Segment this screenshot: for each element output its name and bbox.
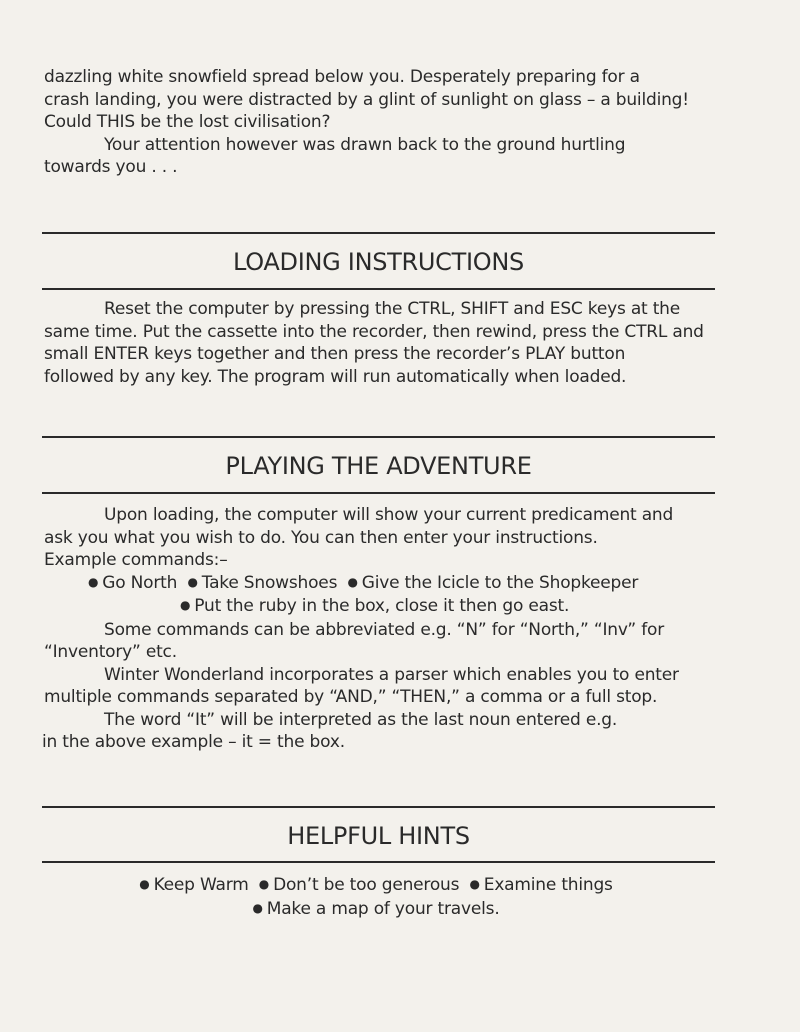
section-divider (42, 806, 715, 808)
loading-line: Reset the computer by pressing the CTRL, SHIFT and ESC keys at the (104, 299, 681, 319)
playing-line: Example commands:– (44, 550, 228, 570)
loading-line: small ENTER keys together and then press the recorder’s PLAY button (44, 344, 626, 364)
hints-row (42, 898, 715, 922)
intro-line: towards you . . . (44, 157, 178, 177)
playing-line: ask you what you wish to do. You can then enter your instructions. (44, 527, 598, 548)
loading-heading: LOADING INSTRUCTIONS (233, 248, 524, 276)
section-divider (42, 861, 715, 863)
hints-list (42, 874, 715, 921)
hint-item: ● Don’t be too generous (259, 875, 459, 895)
playing-paragraph (44, 504, 724, 754)
loading-line: same time. Put the cassette into the recorder, then rewind, press the CTRL and (44, 321, 704, 342)
section-divider (42, 232, 715, 234)
hints-row (42, 874, 715, 898)
playing-line: in the above example – it = the box. (42, 732, 345, 752)
loading-line: followed by any key. The program will run automatically when loaded. (44, 366, 627, 387)
section-divider (42, 436, 715, 438)
playing-line: Winter Wonderland incorporates a parser which enables you to enter (104, 664, 679, 685)
intro-line: dazzling white snowfield spread below you. Desperately preparing for a (44, 67, 640, 87)
intro-line: crash landing, you were distracted by a glint of sunlight on glass – a building! (44, 89, 689, 110)
playing-line: multiple commands separated by “AND,” “THEN,” a comma or a full stop. (44, 687, 658, 707)
example-commands-row (44, 595, 724, 619)
hints-heading: HELPFUL HINTS (287, 822, 470, 850)
hint-item: ● Examine things (470, 875, 613, 895)
playing-line: “Inventory” etc. (44, 642, 177, 662)
intro-line: Could THIS be the lost civilisation? (44, 112, 331, 132)
playing-line: Upon loading, the computer will show your current predicament and (104, 505, 674, 525)
playing-line: The word “It” will be interpreted as the last noun entered e.g. (104, 709, 618, 730)
example-command: ● Put the ruby in the box, close it then go east. (180, 596, 569, 616)
playing-heading: PLAYING THE ADVENTURE (225, 452, 532, 480)
example-command: ● Give the Icicle to the Shopkeeper (347, 573, 638, 593)
intro-line: Your attention however was drawn back to the ground hurtling (104, 134, 626, 155)
section-divider (42, 492, 715, 494)
hint-item: ● Keep Warm (139, 875, 248, 895)
playing-line: Some commands can be abbreviated e.g. “N” for “North,” “Inv” for (104, 619, 665, 640)
example-command: ● Go North (88, 573, 177, 593)
example-commands-row (44, 572, 724, 596)
loading-paragraph (44, 298, 724, 388)
hint-item: ● Make a map of your travels. (252, 899, 499, 919)
section-divider (42, 288, 715, 290)
example-command: ● Take Snowshoes (187, 573, 337, 593)
intro-paragraph (44, 66, 724, 179)
